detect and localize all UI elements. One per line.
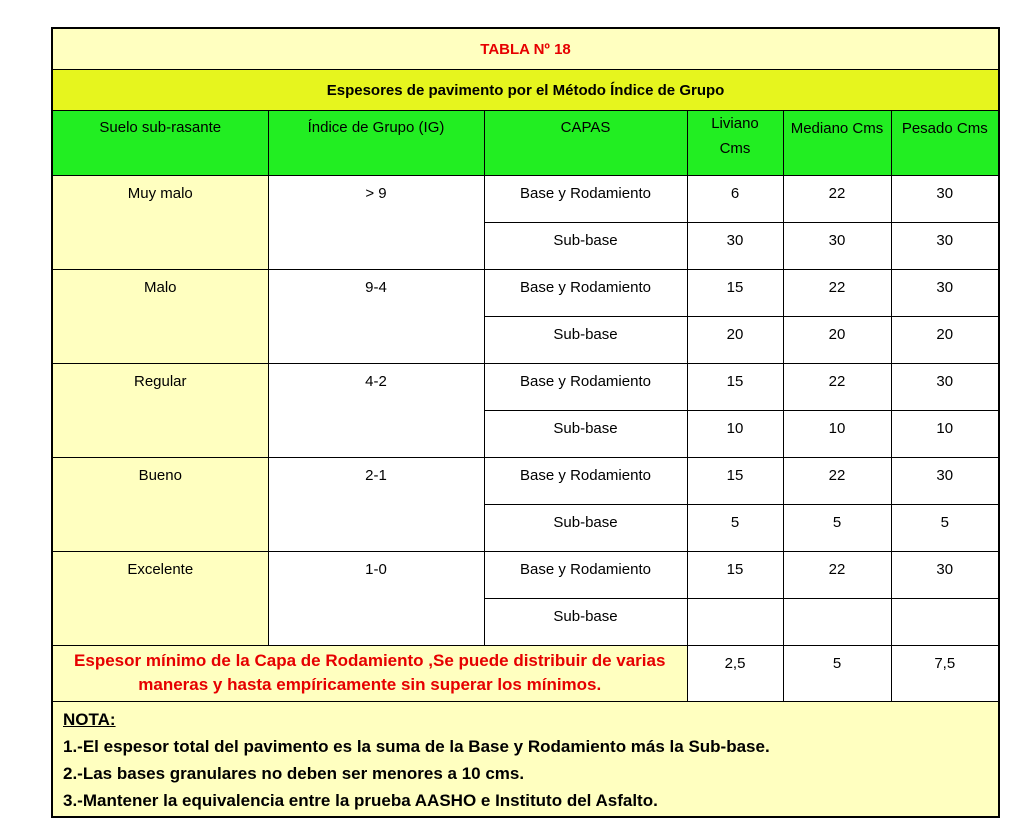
ig-cell: 2-1 bbox=[268, 458, 484, 552]
suelo-cell: Regular bbox=[52, 364, 268, 458]
minimum-row bbox=[52, 646, 999, 702]
mediano-cell: 10 bbox=[783, 411, 891, 458]
mediano-cell: 22 bbox=[783, 458, 891, 505]
header-liviano bbox=[687, 111, 783, 176]
mediano-cell: 22 bbox=[783, 176, 891, 223]
liviano-cell: 30 bbox=[687, 223, 783, 270]
capa-cell: Sub-base bbox=[484, 505, 687, 552]
header-indice: Índice de Grupo (IG) bbox=[268, 111, 484, 176]
minimum-mediano: 5 bbox=[783, 646, 891, 702]
table-row bbox=[52, 270, 999, 317]
minimum-note: Espesor mínimo de la Capa de Rodamiento ,Se puede distribuir de varias maneras y hasta empíricamente sin superar los mínimos. bbox=[52, 646, 687, 702]
liviano-cell: 10 bbox=[687, 411, 783, 458]
mediano-cell bbox=[783, 599, 891, 646]
capa-cell: Sub-base bbox=[484, 317, 687, 364]
liviano-cell: 15 bbox=[687, 270, 783, 317]
header-suelo: Suelo sub-rasante bbox=[52, 111, 268, 176]
capa-cell: Base y Rodamiento bbox=[484, 552, 687, 599]
capa-cell: Base y Rodamiento bbox=[484, 458, 687, 505]
pesado-cell: 5 bbox=[891, 505, 999, 552]
table-row bbox=[52, 458, 999, 505]
pesado-cell: 30 bbox=[891, 552, 999, 599]
table-subtitle: Espesores de pavimento por el Método Índice de Grupo bbox=[52, 70, 999, 111]
pesado-cell: 20 bbox=[891, 317, 999, 364]
header-row bbox=[52, 111, 999, 176]
ig-cell: 1-0 bbox=[268, 552, 484, 646]
header-pesado: Pesado Cms bbox=[891, 111, 999, 176]
mediano-cell: 22 bbox=[783, 270, 891, 317]
header-mediano: Mediano Cms bbox=[783, 111, 891, 176]
pesado-cell: 30 bbox=[891, 223, 999, 270]
mediano-cell: 22 bbox=[783, 552, 891, 599]
notes-cell bbox=[52, 702, 999, 818]
liviano-cell: 5 bbox=[687, 505, 783, 552]
capa-cell: Sub-base bbox=[484, 411, 687, 458]
note-line: 1.-El espesor total del pavimento es la suma de la Base y Rodamiento más la Sub-base. bbox=[63, 737, 770, 756]
note-line: 3.-Mantener la equivalencia entre la prueba AASHO e Instituto del Asfalto. bbox=[63, 791, 658, 810]
notes-row bbox=[52, 702, 999, 818]
mediano-cell: 5 bbox=[783, 505, 891, 552]
liviano-cell: 15 bbox=[687, 552, 783, 599]
table-row bbox=[52, 176, 999, 223]
liviano-cell: 15 bbox=[687, 364, 783, 411]
liviano-cell: 20 bbox=[687, 317, 783, 364]
pavement-thickness-table bbox=[51, 27, 1000, 818]
pesado-cell bbox=[891, 599, 999, 646]
pesado-cell: 30 bbox=[891, 176, 999, 223]
ig-cell: 9-4 bbox=[268, 270, 484, 364]
table-row bbox=[52, 364, 999, 411]
minimum-liviano: 2,5 bbox=[687, 646, 783, 702]
liviano-cell bbox=[687, 599, 783, 646]
ig-cell: > 9 bbox=[268, 176, 484, 270]
mediano-cell: 22 bbox=[783, 364, 891, 411]
pesado-cell: 30 bbox=[891, 364, 999, 411]
suelo-cell: Bueno bbox=[52, 458, 268, 552]
pesado-cell: 10 bbox=[891, 411, 999, 458]
mediano-cell: 20 bbox=[783, 317, 891, 364]
table-row bbox=[52, 552, 999, 599]
liviano-cell: 15 bbox=[687, 458, 783, 505]
header-liviano-label: Liviano bbox=[711, 115, 759, 132]
mediano-cell: 30 bbox=[783, 223, 891, 270]
table-title: TABLA Nº 18 bbox=[52, 28, 999, 70]
suelo-cell: Malo bbox=[52, 270, 268, 364]
minimum-pesado: 7,5 bbox=[891, 646, 999, 702]
suelo-cell: Excelente bbox=[52, 552, 268, 646]
ig-cell: 4-2 bbox=[268, 364, 484, 458]
header-liviano-unit: Cms bbox=[719, 140, 751, 157]
liviano-cell: 6 bbox=[687, 176, 783, 223]
pesado-cell: 30 bbox=[891, 270, 999, 317]
capa-cell: Base y Rodamiento bbox=[484, 364, 687, 411]
capa-cell: Sub-base bbox=[484, 599, 687, 646]
capa-cell: Sub-base bbox=[484, 223, 687, 270]
capa-cell: Base y Rodamiento bbox=[484, 270, 687, 317]
header-capas: CAPAS bbox=[484, 111, 687, 176]
capa-cell: Base y Rodamiento bbox=[484, 176, 687, 223]
note-line: 2.-Las bases granulares no deben ser menores a 10 cms. bbox=[63, 764, 525, 783]
pesado-cell: 30 bbox=[891, 458, 999, 505]
notes-heading: NOTA: bbox=[63, 710, 116, 729]
suelo-cell: Muy malo bbox=[52, 176, 268, 270]
